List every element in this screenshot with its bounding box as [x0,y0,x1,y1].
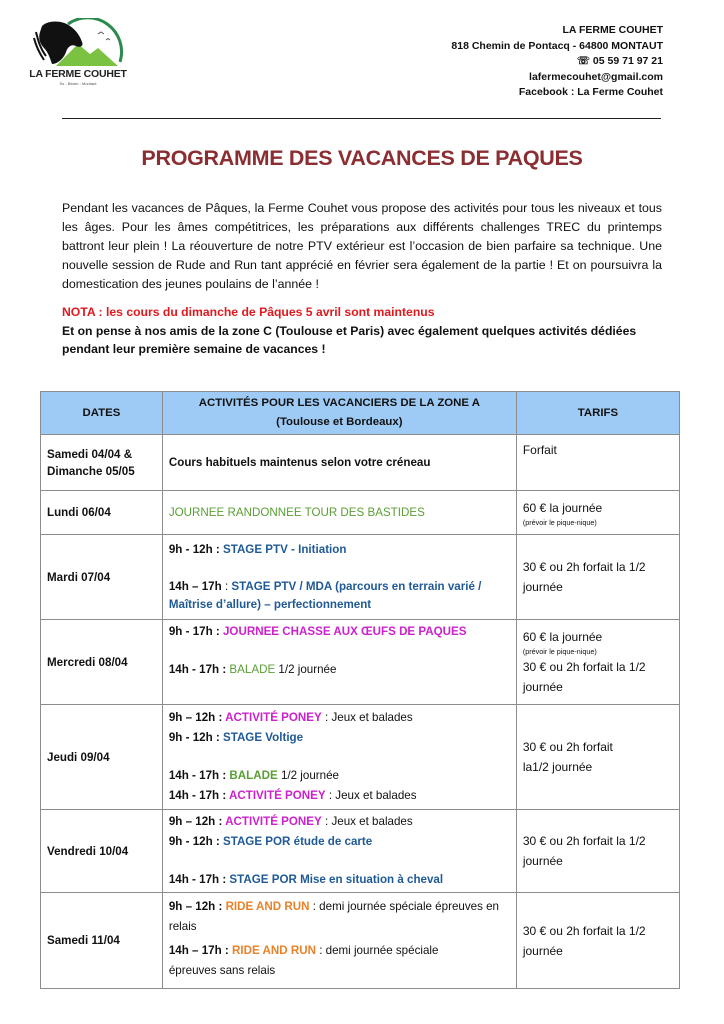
activity-line [169,812,510,832]
activity-time: 14h - 17h : [168,789,229,802]
activity-time: 9h – 12h : [168,815,226,828]
date-cell: Lundi 06/04 [41,491,163,535]
header-activities-line1: ACTIVITÉS POUR LES VACANCIERS DE LA ZONE A [198,397,480,409]
activity-rest: : demi journée spéciale épreuves en relais [168,900,499,933]
spacer [169,852,510,870]
page-title: PROGRAMME DES VACANCES DE PAQUES [141,146,583,170]
activity-label: ACTIVITÉ PONEY [225,711,322,724]
header-dates: DATES [41,392,163,435]
nota-zone-c-text: Et on pense à nos amis de la zone C (Toulouse et Paris) avec également quelques activités dédiées pendant leur première semaine de vacances ! [62,323,637,356]
date-line2: Dimanche 05/05 [47,464,135,478]
activity-line [169,766,510,786]
activity-line [169,786,510,806]
activity-line [169,897,510,937]
activity-cell [162,491,516,535]
table-row [41,535,680,620]
activity-label: STAGE PTV - Initiation [222,543,347,556]
header-divider [62,118,661,119]
header-activities [162,392,516,435]
date-cell: Vendredi 10/04 [41,810,163,893]
activity-label: ACTIVITÉ PONEY [229,789,326,802]
activity-label: BALADE [229,769,278,782]
tarif-text-2: 30 € ou 2h forfait la 1/2 journée [522,660,646,694]
table-row [41,620,680,705]
activity-time: 9h – 12h : [168,900,226,913]
activity-time: 9h – 12h : [168,711,226,724]
activity-label: STAGE Voltige [222,731,304,744]
tarif-note: (prévoir le pique-nique) [522,517,597,527]
activity-line [169,832,510,852]
logo-name: LA FERME COUHET [29,68,127,80]
activity-rest: 1/2 journée [277,769,339,782]
header-tarifs: TARIFS [516,392,679,435]
activity-cell [162,893,516,989]
separator: : [221,580,232,593]
activity-line [169,941,510,981]
activity-cell [162,810,516,893]
activity-time: 9h - 17h : [168,625,223,638]
activity-text: Cours habituels maintenus selon votre créneau [168,455,431,469]
activity-time: 14h - 17h : [168,873,230,886]
date-cell: Mardi 07/04 [41,535,163,620]
activity-rest: : Jeux et balades [321,711,413,724]
tarif-text: 60 € la journée [522,630,603,644]
activity-rest: : Jeux et balades [325,789,417,802]
table-row [41,810,680,893]
activity-cell [162,620,516,705]
activity-label: STAGE POR Mise en situation à cheval [229,873,444,886]
table-row [41,893,680,989]
activity-label: BALADE [229,663,276,676]
activity-label: RIDE AND RUN [232,944,316,957]
activity-line [169,660,510,680]
activity-time: 9h - 12h : [168,543,223,556]
intro-paragraph: Pendant les vacances de Pâques, la Ferme Couhet vous propose des activités pour tous les niveaux et tous les âges. Pour les âmes compétitrices, les préparations aux différents challenges TREC du printemps battront leur plein ! La réouverture de notre PTV extérieur est l’occasion de bien parfaire sa technique. Une nouvelle session de Rude and Run tant apprécié en février sera également de la partie ! Et on poursuivra la domestication des jeunes poulains de l’année ! [62,201,662,291]
activity-cell [162,535,516,620]
activity-line [169,540,510,560]
activity-label: STAGE PTV / MDA (parcours en terrain varié / Maîtrise d’allure) – perfectionnement [168,580,482,611]
tarif-cell: 30 € ou 2h forfait la 1/2 journée [516,810,679,893]
contact-phone-line [451,54,663,70]
tarif-text: 60 € la journée [522,500,603,515]
table-header-row [41,392,680,435]
tarif-cell: 30 € ou 2h forfait la1/2 journée [516,705,679,810]
horse-logo-icon [28,18,128,74]
activity-label: ACTIVITÉ PONEY [225,815,322,828]
date-cell: Mercredi 08/04 [41,620,163,705]
spacer [169,748,510,766]
activity-line [169,622,510,642]
activity-label: STAGE POR étude de carte [222,835,373,848]
activity-time: 14h - 17h : [168,663,230,676]
activity-time: 14h – 17h : [168,944,233,957]
contact-phone: 05 59 71 97 21 [592,55,663,67]
contact-email[interactable]: lafermecouhet@gmail.com [529,70,663,83]
programme-table [40,391,680,989]
activity-rest: 1/2 journée [275,663,337,676]
nota-block [62,303,672,359]
activity-line [169,708,510,728]
tarif-cell [516,491,679,535]
tarif-note: (prévoir le pique-nique) [522,647,597,656]
contact-facebook: Facebook : La Ferme Couhet [518,86,663,98]
date-cell [41,435,163,491]
activity-text: JOURNEE RANDONNEE TOUR DES BASTIDES [168,505,425,519]
tarif-cell: 30 € ou 2h forfait la 1/2 journée [516,893,679,989]
activity-line [169,578,510,614]
activity-cell [162,705,516,810]
date-line1: Samedi 04/04 & [47,447,133,461]
contact-address: 818 Chemin de Pontacq - 64800 MONTAUT [451,39,663,52]
activity-line [169,870,510,890]
tarif-cell: 30 € ou 2h forfait la 1/2 journée [516,535,679,620]
activity-cell [162,435,516,491]
activity-label: RIDE AND RUN [225,900,310,913]
activity-rest: : demi journée spéciale épreuves sans relais [168,944,439,977]
activity-label: JOURNEE CHASSE AUX ŒUFS DE PAQUES [222,625,467,638]
contact-block [451,23,663,101]
activity-time: 9h - 12h : [168,835,223,848]
table-row [41,705,680,810]
date-cell: Samedi 11/04 [41,893,163,989]
activity-time: 14h - 17h : [168,769,230,782]
table-row [41,491,680,535]
header-activities-line2: (Toulouse et Bordeaux) [276,416,403,428]
spacer [169,642,510,660]
contact-name: LA FERME COUHET [562,24,663,36]
logo-subtitle: Ss - Béarn - Montaut [59,81,97,86]
table-row [41,435,680,491]
nota-red-text: NOTA : les cours du dimanche de Pâques 5 avril sont maintenus [62,305,435,319]
activity-line [169,728,510,748]
activity-rest: : Jeux et balades [321,815,413,828]
farm-logo [28,18,128,98]
activity-time: 14h – 17h [168,580,222,593]
activity-time: 9h - 12h : [168,731,223,744]
tarif-cell [516,620,679,705]
spacer [169,560,510,578]
phone-icon: ☏ [576,55,590,67]
tarif-cell: Forfait [516,435,679,491]
date-cell: Jeudi 09/04 [41,705,163,810]
